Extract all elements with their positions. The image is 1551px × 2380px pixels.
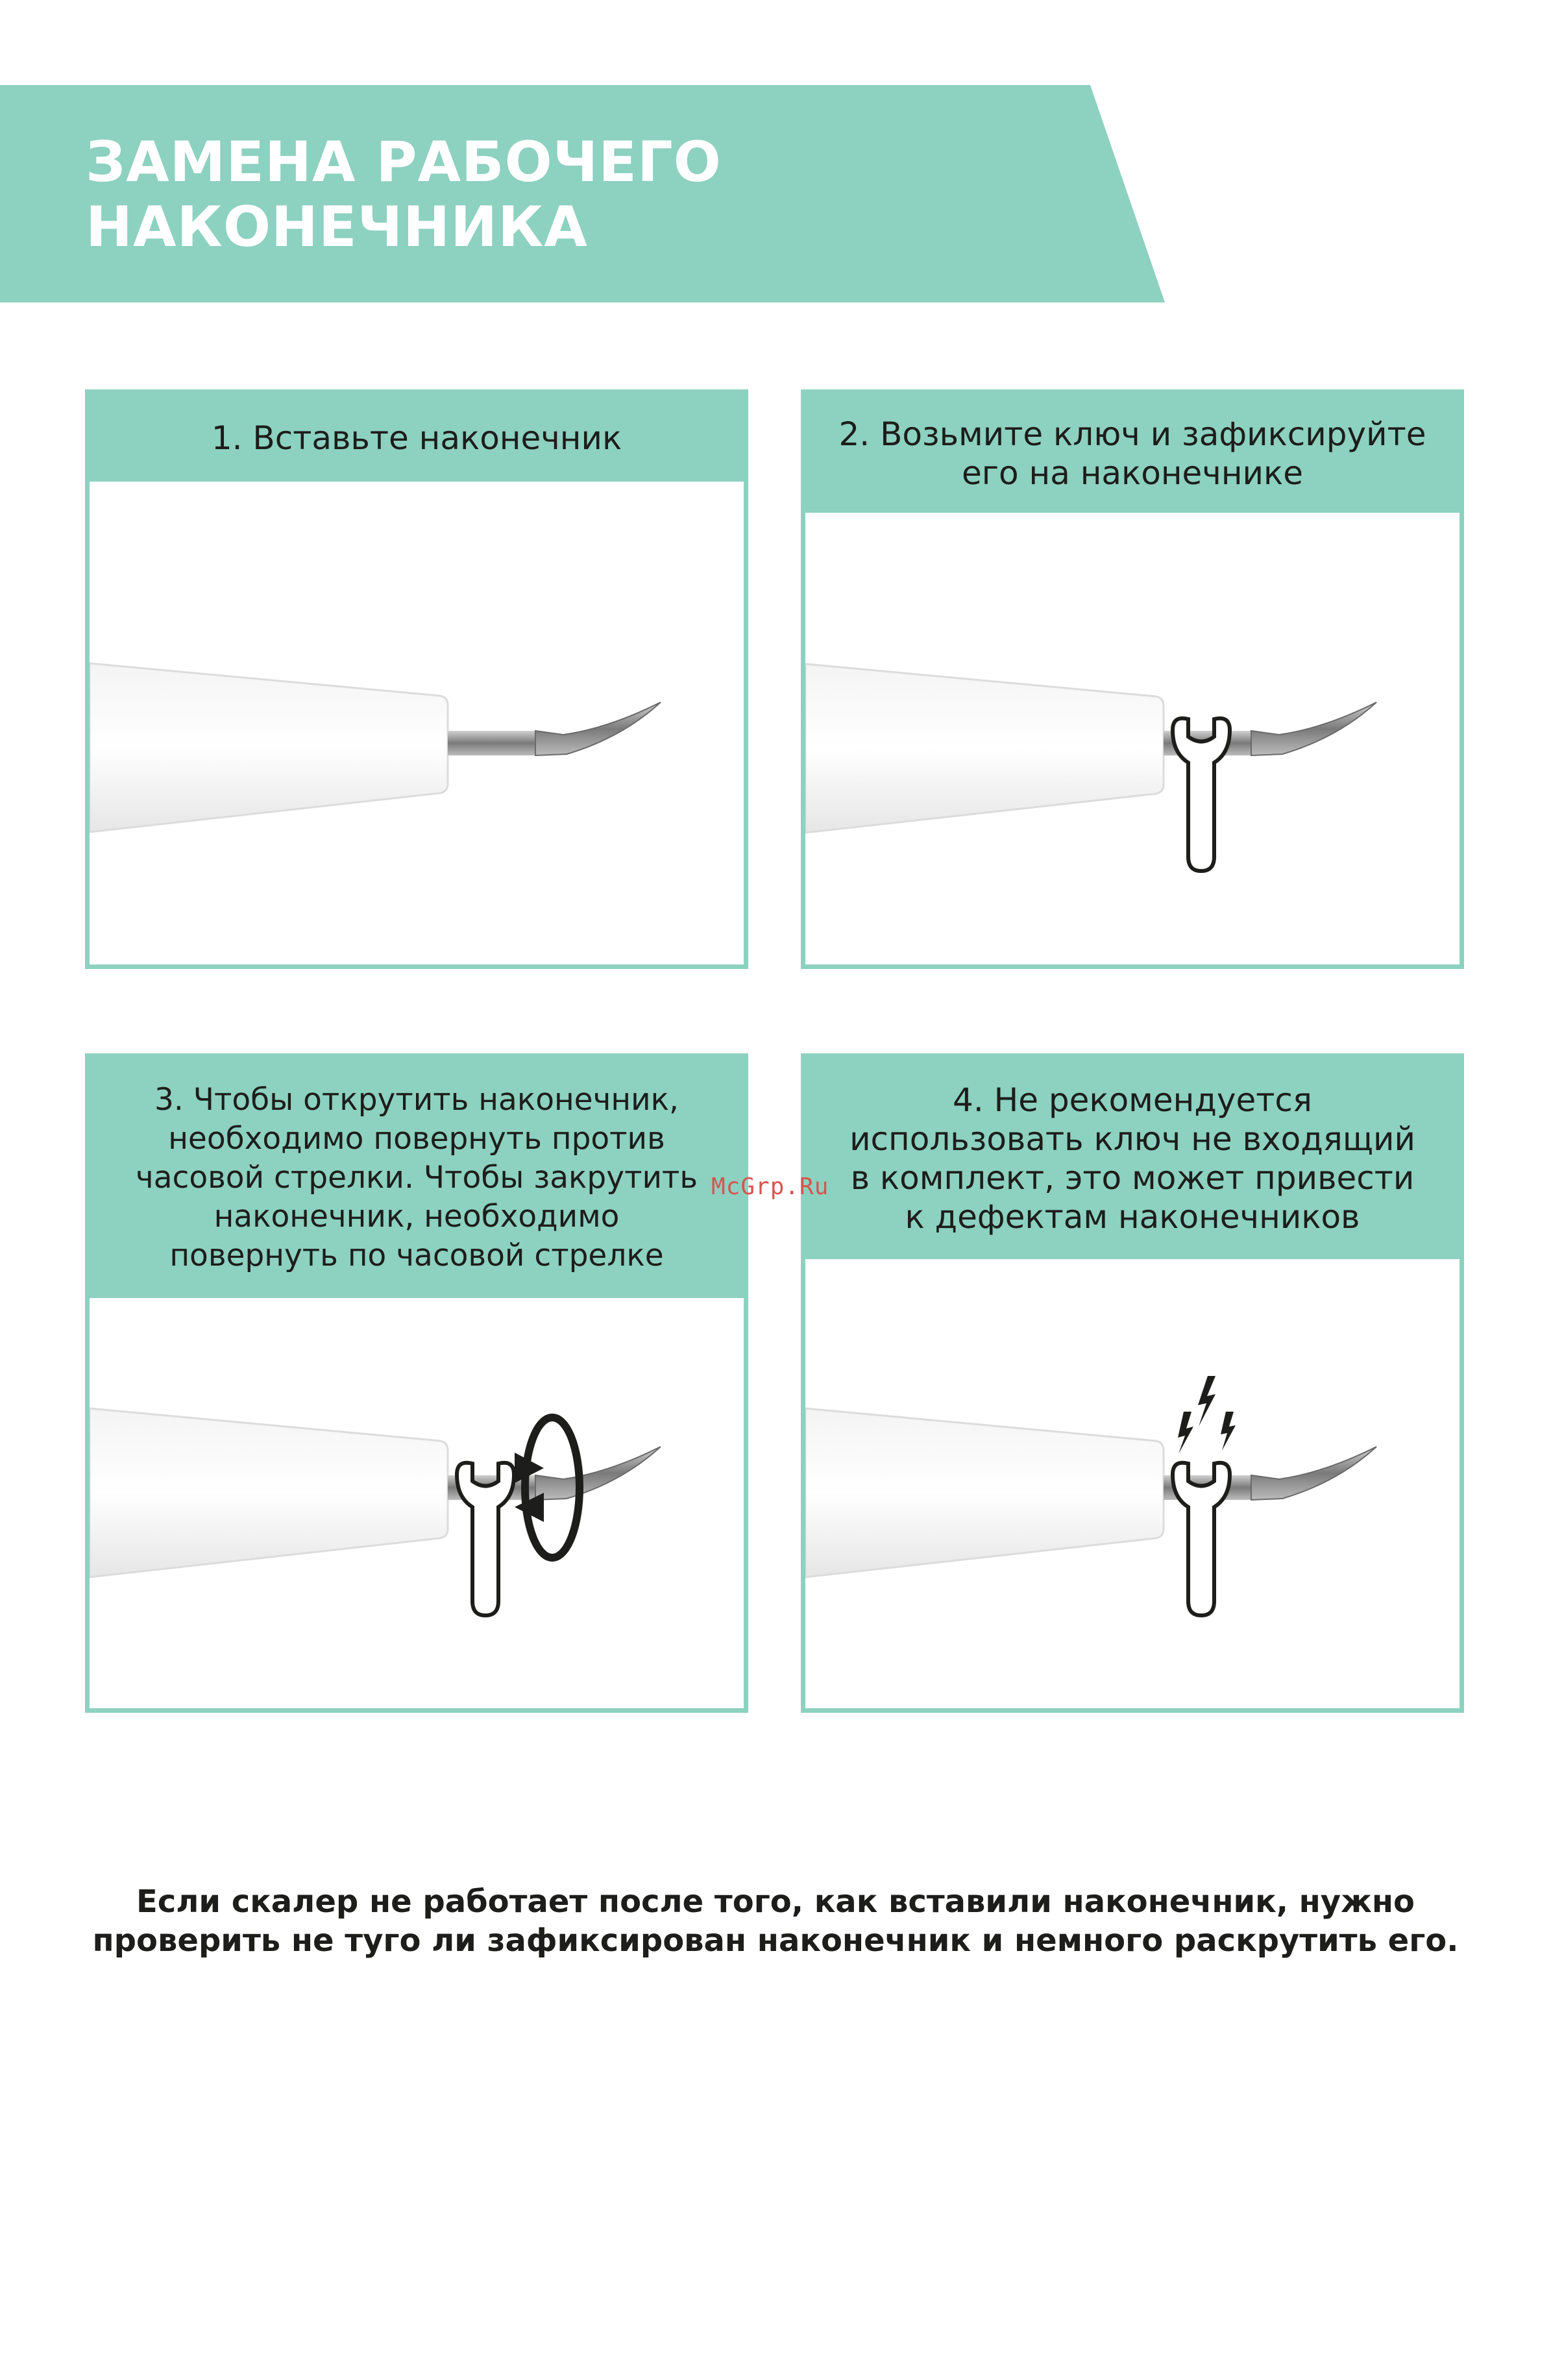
step-3-card <box>85 1053 748 1713</box>
step-1-illustration <box>90 482 744 964</box>
step-3-caption-line-1: 3. Чтобы открутить наконечник, <box>154 1082 679 1118</box>
page-title-line-2: НАКОНЕЧНИКА <box>86 195 588 260</box>
step-3-caption <box>90 1058 744 1298</box>
step-1-card <box>85 389 748 969</box>
step-2-illustration <box>805 513 1459 964</box>
watermark-text: McGrp.Ru <box>711 1173 829 1200</box>
footer-note-line-2: проверить не туго ли зафиксирован наконечник и немного раскрутить его. <box>92 1922 1459 1959</box>
page-title <box>86 130 1059 260</box>
step-2-card <box>801 389 1464 969</box>
lightning-icon <box>1178 1412 1193 1454</box>
scaler-with-tip-icon <box>90 482 744 964</box>
step-3-illustration <box>90 1298 744 1708</box>
step-4-card <box>801 1053 1464 1713</box>
step-4-caption-line-4: к дефектам наконечников <box>905 1198 1360 1236</box>
step-2-caption-line-1: 2. Возьмите ключ и зафиксируйте <box>838 415 1426 453</box>
lightning-icon <box>1221 1412 1236 1451</box>
step-1-caption <box>90 394 744 482</box>
step-1-caption-line: 1. Вставьте наконечник <box>211 419 622 457</box>
step-4-caption-line-3: в комплект, это может привести <box>850 1159 1415 1197</box>
step-3-caption-line-4: наконечник, необходимо <box>214 1199 620 1234</box>
scaler-wrench-rotation-icon <box>90 1298 744 1708</box>
footer-note <box>39 1882 1512 1960</box>
step-3-caption-line-3: часовой стрелки. Чтобы закрутить <box>135 1160 698 1196</box>
footer-note-line-1: Если скалер не работает после того, как вставили наконечник, нужно <box>136 1883 1415 1920</box>
step-4-illustration <box>805 1259 1459 1708</box>
scaler-with-wrench-icon <box>805 513 1459 964</box>
step-2-caption <box>805 394 1459 513</box>
scaler-wrench-lightning-icon <box>805 1259 1459 1708</box>
step-4-caption-line-2: использовать ключ не входящий <box>849 1120 1415 1158</box>
page-title-line-1: ЗАМЕНА РАБОЧЕГО <box>86 130 722 195</box>
lightning-icon <box>1198 1376 1215 1427</box>
step-3-caption-line-5: повернуть по часовой стрелке <box>169 1238 664 1273</box>
step-3-caption-line-2: необходимо повернуть против <box>168 1121 665 1157</box>
step-4-caption <box>805 1058 1459 1259</box>
step-2-caption-line-2: его на наконечнике <box>961 454 1303 492</box>
step-4-caption-line-1: 4. Не рекомендуется <box>953 1081 1312 1119</box>
